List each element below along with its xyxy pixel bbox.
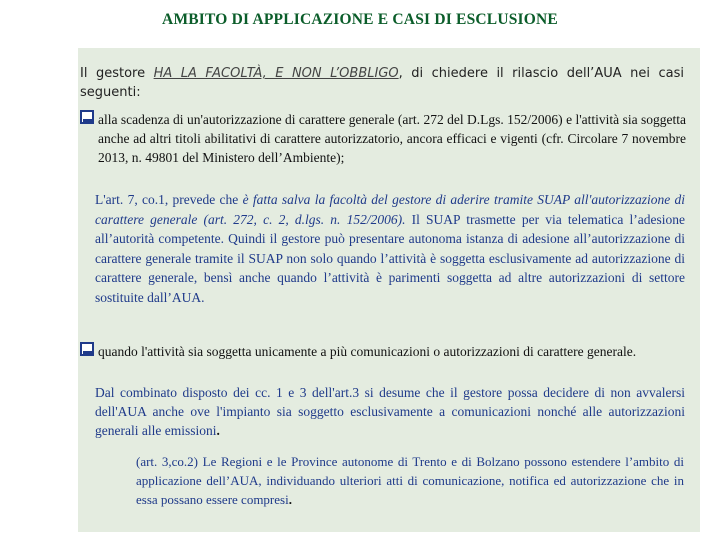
intro-paragraph (80, 64, 684, 102)
note-combined-text: Dal combinato disposto dei cc. 1 e 3 dell'art.3 si desume che il gestore possa decidere di non avvalersi dell'AUA anche ove l'impianto sia soggetto esclusivamente a comunicazioni nonché alle autorizzazioni generali alle emissioni (95, 385, 685, 438)
intro-after: , di chiedere il rilascio dell’AUA nei casi seguenti: (80, 66, 684, 100)
note-combined-provision (95, 383, 685, 440)
bullet-item-1 (80, 110, 686, 167)
intro-before: Il gestore (80, 66, 154, 81)
note-suap-part2: Il SUAP trasmette per via telematica l’adesione all’autorità competente. Quindi il gestore può presentare autonoma istanza di adesione all’autorizzazione di carattere generale tramite il SUAP non solo quando l’attività è soggetta esclusivamente ad autorizzazione di carattere generale, bensì anche quando l’attività è parimenti soggetta ad altre autorizzazioni di settore sostituite dall’AUA. (95, 211, 685, 305)
note-suap-italic: è fatta salva la facoltà del gestore di aderire tramite SUAP all'autorizzazione di carattere generale (art. 272, c. 2, d.lgs. n. 152/2006). (95, 192, 685, 227)
slide-title: AMBITO DI APPLICAZIONE E CASI DI ESCLUSIONE (162, 11, 558, 28)
note-combined-end: . (216, 423, 220, 438)
bullet-item-2 (80, 342, 686, 361)
note-regions (136, 452, 684, 509)
checkbox-square-icon (80, 342, 94, 356)
intro-underlined: HA LA FACOLTÀ, E NON L’OBBLIGO (153, 66, 399, 81)
checkbox-square-icon (80, 110, 94, 124)
bullet-text: quando l'attività sia soggetta unicamente a più comunicazioni o autorizzazioni di carattere generale. (98, 344, 637, 359)
bullet-text: alla scadenza di un'autorizzazione di carattere generale (art. 272 del D.Lgs. 152/2006) e l'attività sia soggetta anche ad altri titoli abilitativi di carattere autorizzatorio, ancora efficaci e vigenti (cfr. Circolare 7 novembre 2013, n. 49801 del Ministero dell’Ambiente); (98, 112, 686, 165)
note-suap-part1: L'art. 7, co.1, prevede che (95, 192, 243, 207)
note-regions-end: . (288, 492, 292, 507)
note-regions-text: (art. 3,co.2) Le Regioni e le Province autonome di Trento e di Bolzano possono estendere l’ambito di applicazione dell’AUA, individuando ulteriori atti di comunicazione, notifica ed autorizzazione che in essa possano essere compresi (136, 454, 684, 507)
note-suap (95, 190, 685, 307)
